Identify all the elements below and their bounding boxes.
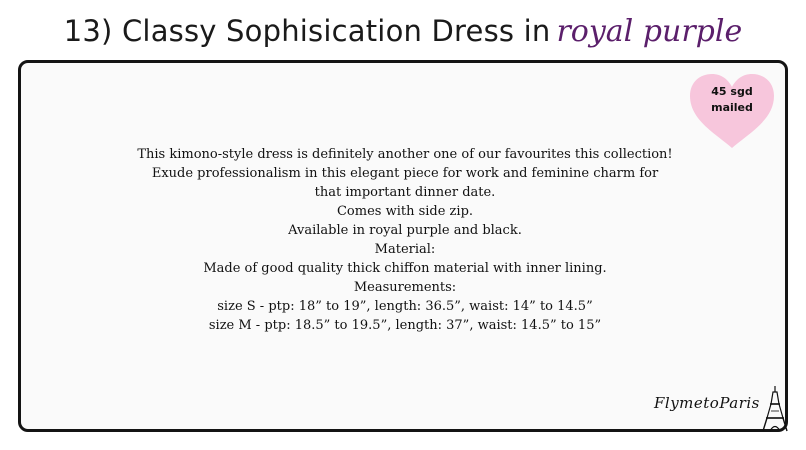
price-badge [686,70,778,150]
description-line: Available in royal purple and black. [288,223,522,238]
eiffel-tower-icon [762,386,788,432]
description-line: Made of good quality thick chiffon material with inner lining. [203,261,607,276]
description-line: that important dinner date. [314,185,496,200]
description-line: This kimono-style dress is definitely another one of our favourites this collection! [137,147,673,162]
brand-logo-text: FlymetoParis [654,394,760,412]
price-note: mailed [711,101,753,114]
page-title [0,14,806,49]
description-line: Comes with side zip. [336,204,474,219]
price-amount: 45 sgd [711,85,753,98]
description-line: Exude professionalism in this elegant piece for work and feminine charm for [151,166,659,181]
description-line: Material: [374,242,436,257]
title-accent-text: royal purple [556,14,743,49]
title-main-text: 13) Classy Sophisication Dress in [63,14,551,48]
product-description [80,145,730,335]
description-line: size M - ptp: 18.5” to 19.5”, length: 37”, waist: 14.5” to 15” [208,318,602,333]
price-text [686,84,778,116]
description-line: Measurements: [353,280,457,295]
description-line: size S - ptp: 18” to 19”, length: 36.5”, waist: 14” to 14.5” [217,299,593,314]
